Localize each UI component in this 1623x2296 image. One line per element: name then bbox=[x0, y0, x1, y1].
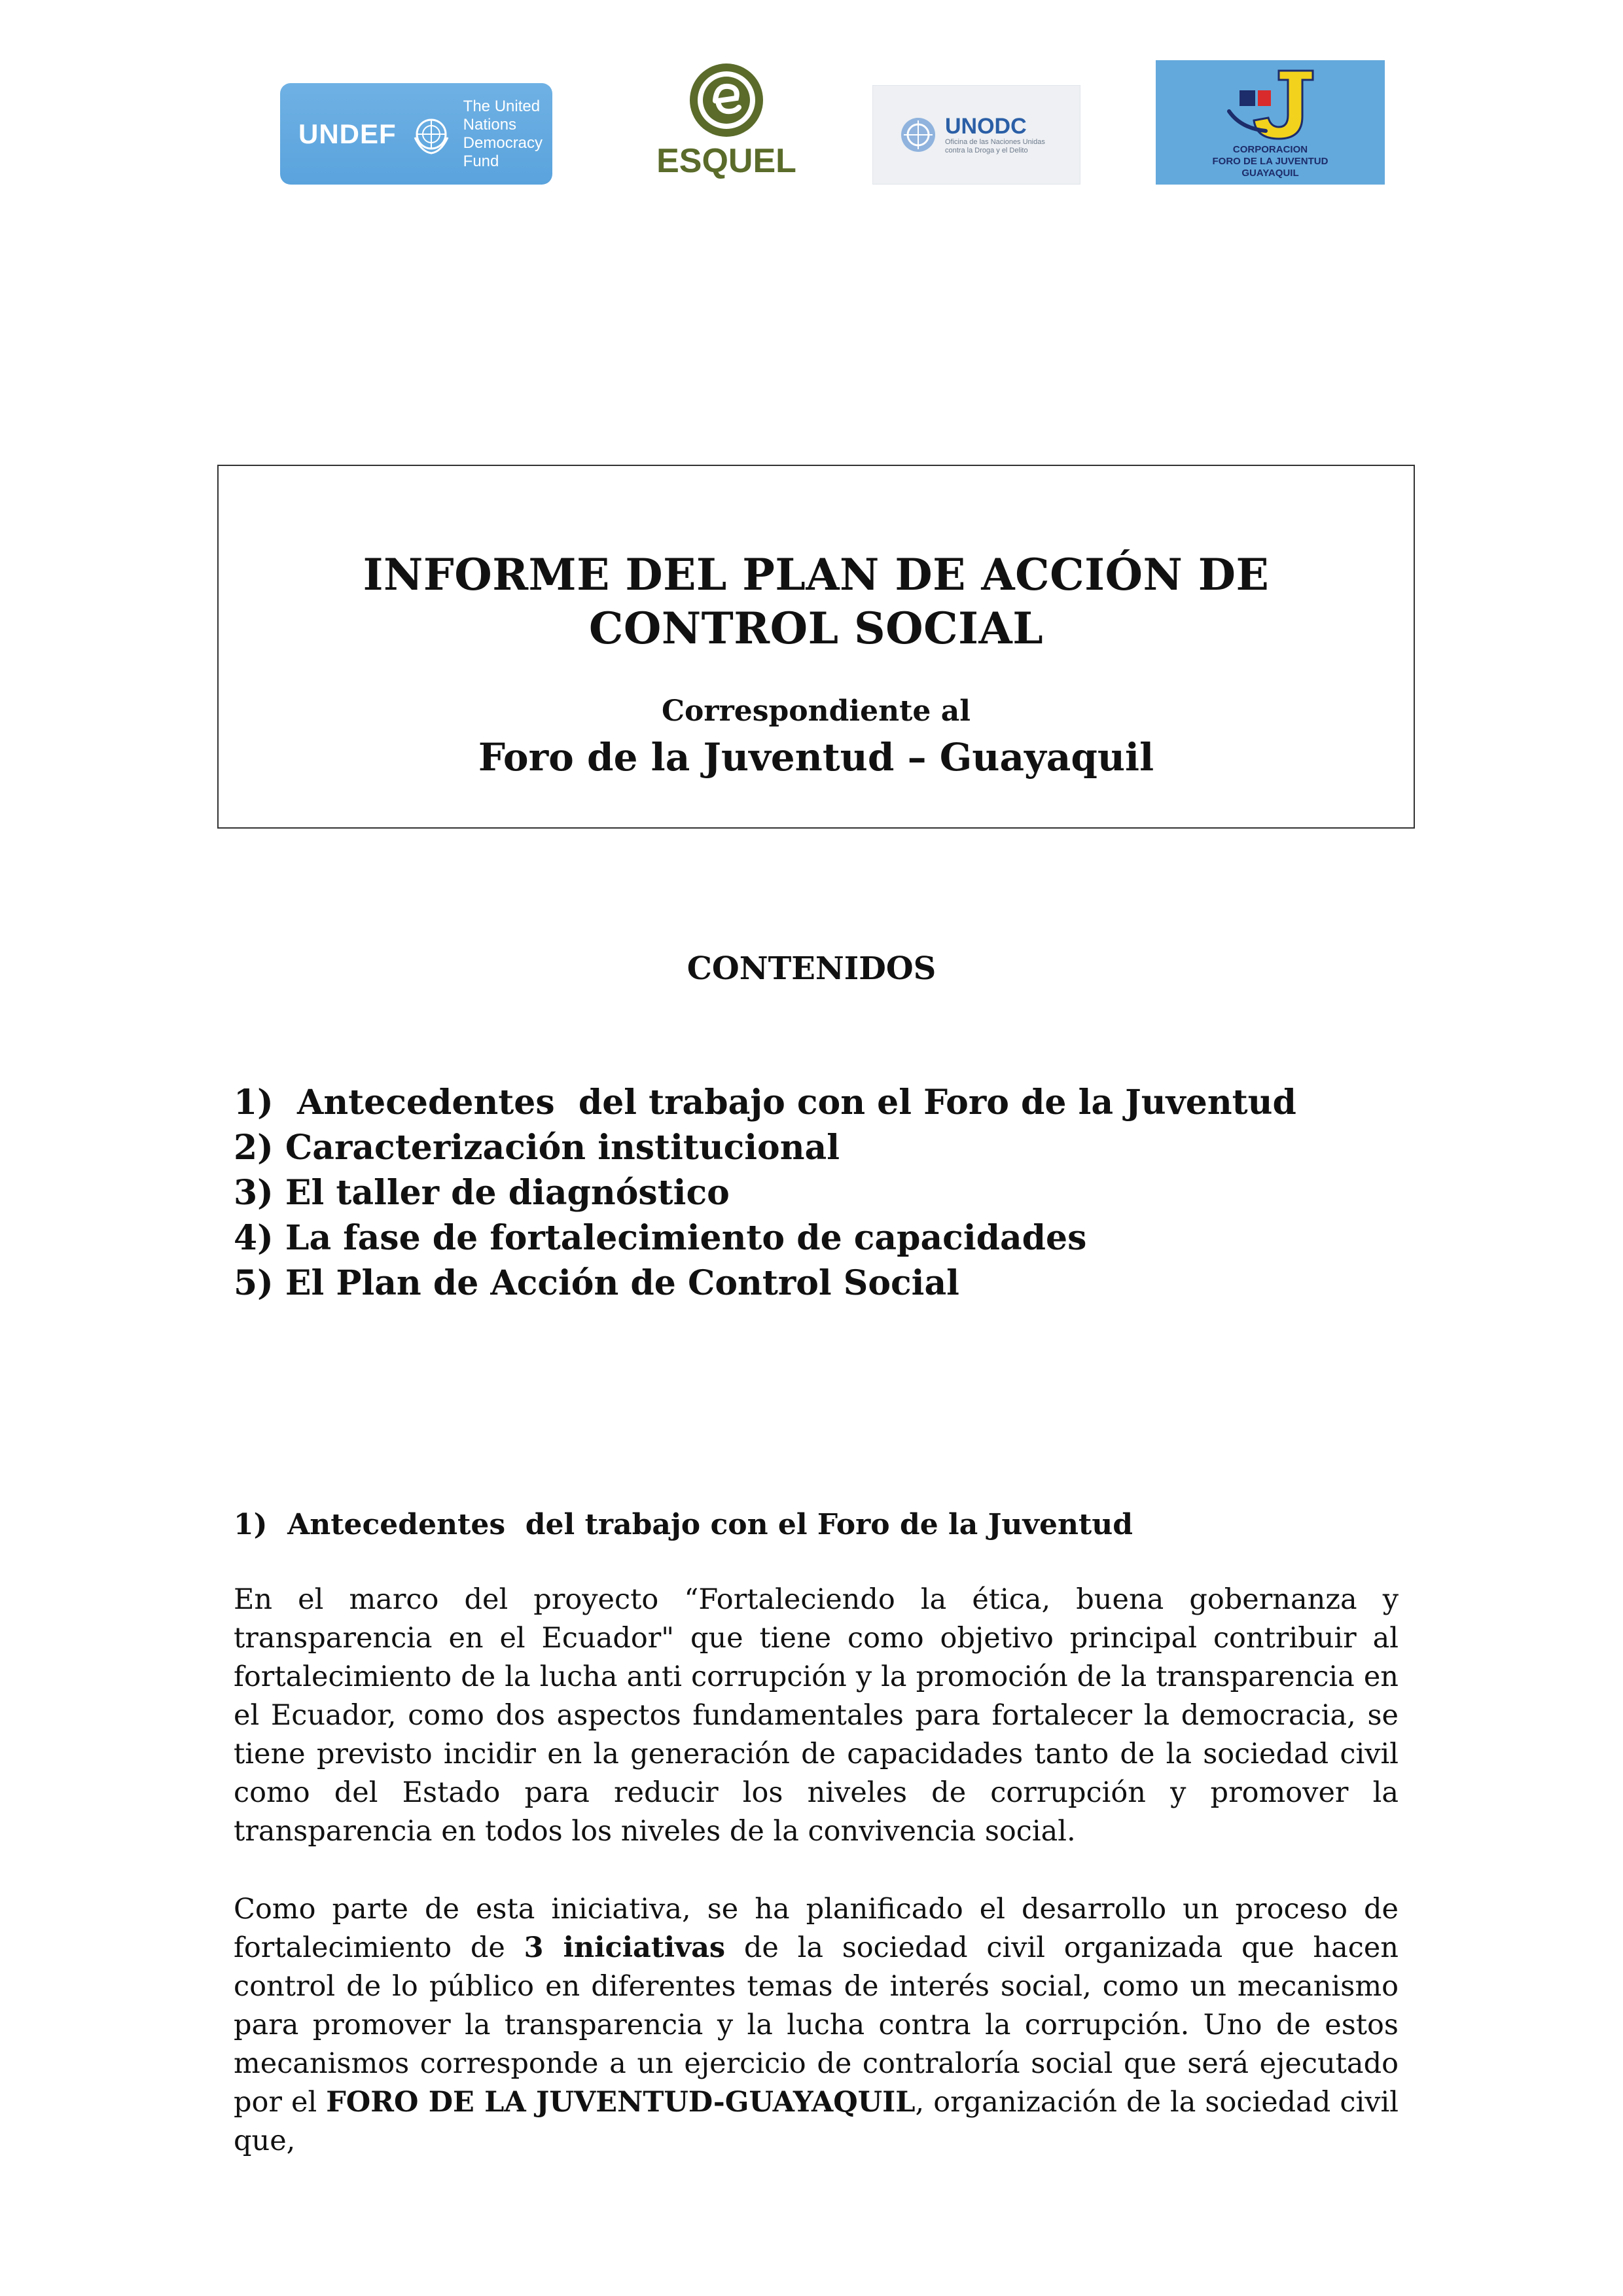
paragraph-text: , organización de la sociedad civil que, bbox=[234, 2086, 1399, 2157]
contents-item: 4) La fase de fortalecimiento de capacidades bbox=[234, 1218, 1087, 1258]
esquel-logo-word: ESQUEL bbox=[656, 142, 796, 180]
paragraph-bold-text: FORO DE LA JUVENTUD-GUAYAQUIL bbox=[326, 2086, 916, 2119]
body-paragraph-1: En el marco del proyecto “Fortaleciendo la ética, buena gobernanza y transparencia en el Ecuador" que tiene como objetivo principal contribuir al fortalecimiento de la lucha anti corrupción y la promoción de la transparencia en el Ecuador, como dos aspectos fundamentales para fortalecer la democracia, se tiene previsto incidir en la generación de capacidades tanto de la sociedad civil como del Estado para reducir los niveles de corrupción y promover la transparencia en todos los niveles de la convivencia social. bbox=[234, 1583, 1399, 1848]
document-title-line-2: CONTROL SOCIAL bbox=[588, 603, 1044, 654]
undef-logo bbox=[280, 83, 552, 185]
un-emblem-icon bbox=[898, 115, 938, 155]
unodc-logo-subtitle: Oficina de las Naciones Unidas contra la Droga y el Delito bbox=[945, 138, 1045, 154]
undef-logo-subtitle: The United Nations Democracy Fund bbox=[463, 97, 543, 170]
contents-list bbox=[234, 1080, 1296, 1306]
foro-juventud-mark-icon bbox=[1215, 65, 1326, 144]
foro-juventud-logo-text: CORPORACION FORO DE LA JUVENTUD GUAYAQUIL bbox=[1212, 144, 1329, 179]
paragraph-text: Como parte de esta iniciativa, se ha planificado el desarrollo un proceso de fortalecimiento de bbox=[234, 1893, 1399, 1964]
title-box bbox=[217, 465, 1415, 829]
document-subtitle-small: Correspondiente al bbox=[662, 694, 971, 728]
contents-heading: CONTENIDOS bbox=[687, 950, 936, 987]
document-title-line-1: INFORME DEL PLAN DE ACCIÓN DE bbox=[363, 549, 1270, 600]
esquel-logo bbox=[645, 60, 808, 185]
contents-item: 1) Antecedentes del trabajo con el Foro de la Juventud bbox=[234, 1083, 1296, 1122]
undef-logo-word: UNDEF bbox=[298, 118, 397, 149]
document-subtitle-organization: Foro de la Juventud – Guayaquil bbox=[478, 735, 1154, 780]
body-paragraph-2 bbox=[234, 1890, 1399, 2161]
foro-juventud-logo bbox=[1156, 60, 1385, 185]
paragraph-text: de la sociedad civil organizada que hacen control de lo público en diferentes temas de interés social, como un mecanismo para promover la transparencia y la lucha contra la corrupción. Uno de estos mecanismos corresponde a un ejercicio de contraloría social que será ejecutado por el bbox=[234, 1931, 1399, 2119]
section-heading: 1) Antecedentes del trabajo con el Foro de la Juventud bbox=[234, 1508, 1133, 1541]
unodc-logo bbox=[872, 85, 1080, 185]
esquel-mark-icon bbox=[684, 60, 769, 140]
paragraph-bold-text: 3 iniciativas bbox=[524, 1931, 726, 1964]
contents-item: 5) El Plan de Acción de Control Social bbox=[234, 1263, 959, 1303]
contents-item: 2) Caracterización institucional bbox=[234, 1128, 840, 1168]
contents-item: 3) El taller de diagnóstico bbox=[234, 1173, 730, 1213]
un-emblem-icon bbox=[408, 111, 454, 157]
unodc-logo-word: UNODC bbox=[945, 114, 1027, 139]
